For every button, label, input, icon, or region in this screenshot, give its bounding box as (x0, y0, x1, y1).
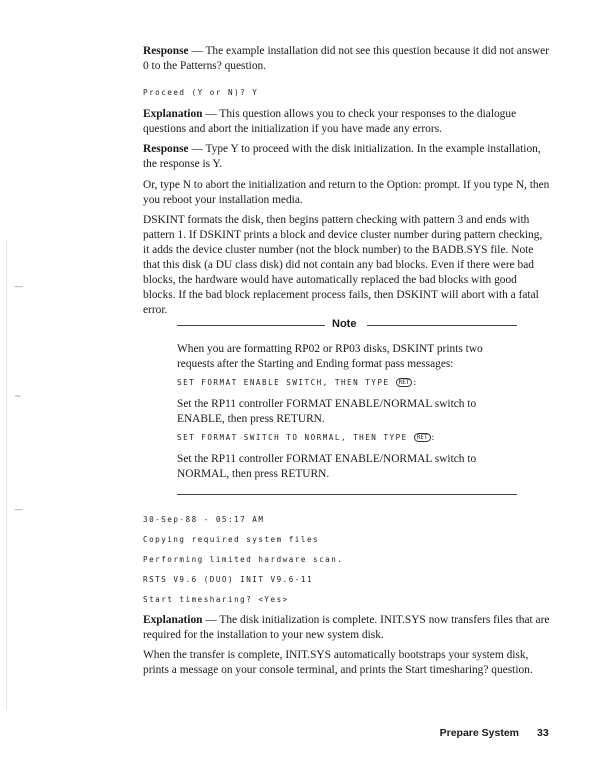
margin-mark-icon: ~ (14, 392, 22, 402)
note-instruction-1: Set the RP11 controller FORMAT ENABLE/NORMAL switch to ENABLE, then press RETURN. (177, 398, 477, 425)
return-key-icon: RET (414, 433, 431, 442)
note-instruction-2: Set the RP11 controller FORMAT ENABLE/NORMAL switch to NORMAL, then press RETURN. (177, 453, 477, 480)
note-intro: When you are formatting RP02 or RP03 disks, DSKINT prints two requests after the Starting and Ending format pass messages: (177, 343, 483, 370)
note-command-1: SET FORMAT ENABLE SWITCH, THEN TYPE RET : (177, 378, 419, 387)
margin-mark-icon: — (14, 505, 23, 515)
console-line: Start timesharing? <Yes> (143, 595, 289, 604)
note-rule-bottom (177, 494, 517, 495)
console-line: 30-Sep-88 - 05:17 AM (143, 515, 265, 524)
console-line: Copying required system files (143, 535, 320, 544)
dskint-paragraph: DSKINT formats the disk, then begins pattern checking with pattern 3 and ends with pattern 1. If DSKINT prints a block and device cluster number during pattern checking, it adds the device cluster number (not the block number) to the BADB.SYS file. Note that this disk (a DU class disk) did not contain any bad blocks. Even if there were bad blocks, the hardware would have automatically replaced the bad blocks with good blocks. If the bad block replacement process fails, then DSKINT will abort with a fatal error. (143, 214, 543, 316)
page-number: 33 (537, 727, 549, 739)
response-paragraph-1: Response — The example installation did not see this question because it did not answer 0 to the Patterns? question. (143, 45, 549, 72)
return-key-icon: RET (396, 378, 413, 387)
margin-mark-icon: — (14, 282, 23, 292)
explanation-paragraph-2: Explanation — The disk initialization is complete. INIT.SYS now transfers files that are required for the installation to your new system disk. (143, 614, 550, 641)
transfer-paragraph: When the transfer is complete, INIT.SYS automatically bootstraps your system disk, prints a message on your console terminal, and prints the Start timesharing? question. (143, 649, 533, 676)
note-command-2: SET FORMAT SWITCH TO NORMAL, THEN TYPE RET : (177, 433, 437, 442)
response-paragraph-2: Response — Type Y to proceed with the disk initialization. In the example installation, the response is Y. (143, 143, 541, 170)
proceed-prompt: Proceed (Y or N)? Y (143, 88, 259, 97)
note-title: Note (332, 318, 357, 330)
scan-edge (6, 240, 7, 710)
abort-paragraph: Or, type N to abort the initialization and return to the Option: prompt. If you type N, then you reboot your installation media. (143, 179, 550, 206)
console-line: Performing limited hardware scan. (143, 555, 344, 564)
note-rule-left (177, 325, 325, 326)
footer-title: Prepare System (439, 727, 519, 739)
page-footer (0, 727, 604, 741)
explanation-paragraph-1: Explanation — This question allows you to check your responses to the dialogue questions and abort the initialization if you have made any errors. (143, 108, 517, 135)
note-rule-right (367, 325, 517, 326)
console-line: RSTS V9.6 (DUO) INIT V9.6-11 (143, 575, 314, 584)
